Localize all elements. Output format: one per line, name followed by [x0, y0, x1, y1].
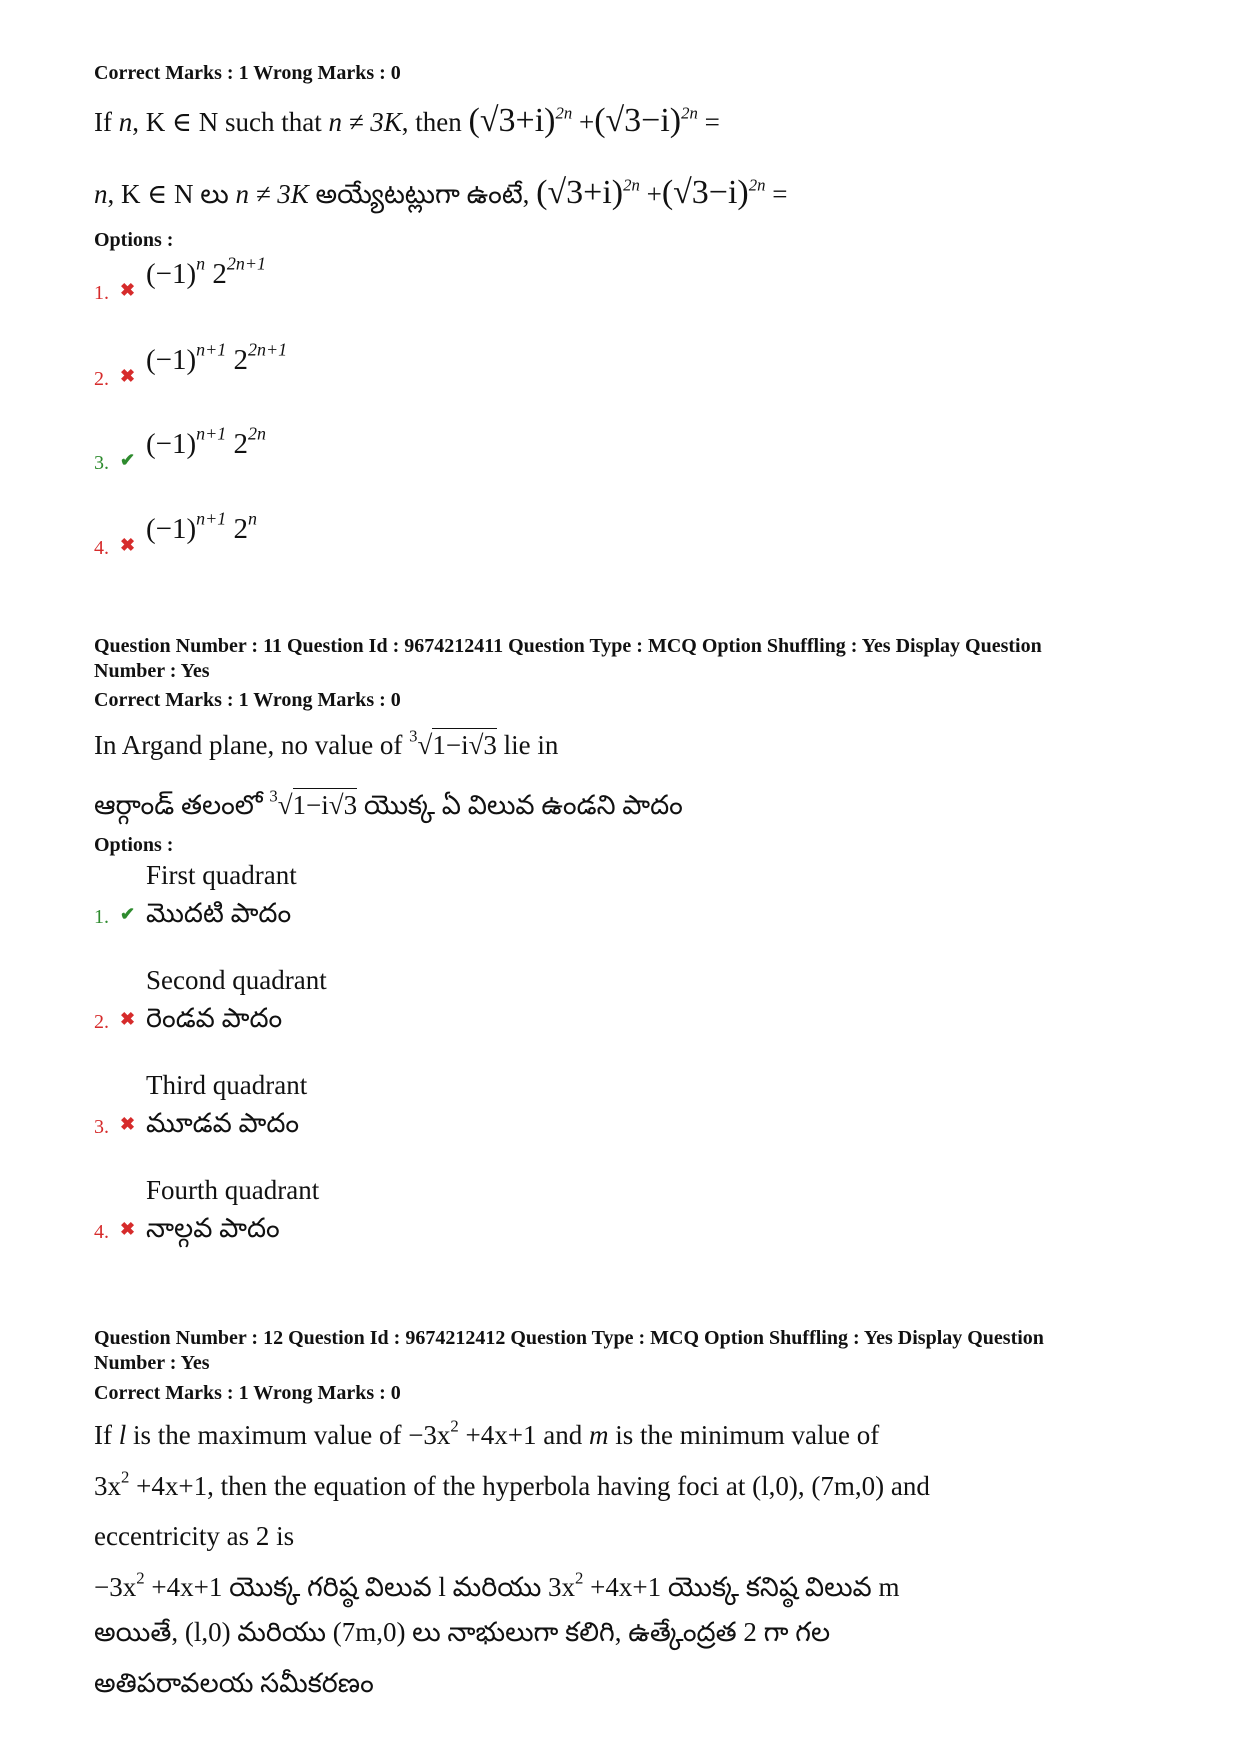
check-icon: ✔ [120, 450, 136, 470]
q11-header-cont: Number : Yes [94, 660, 210, 682]
q12-stem-te-line: అయితే, (l,0) మరియు (7m,0) లు నాభులుగా కలిగి, ఉత్కేంద్రత 2 గా గల [94, 1617, 831, 1647]
q12-stem-line: $3x^2 +4x+1$, then the equation of the hyperbola having foci at (l,0), (7m,0) and [94, 1467, 930, 1501]
option-math: $(-1)^n$ $2^{2n+1}$ [146, 253, 266, 290]
option-number: 1. [94, 906, 109, 928]
option-text-te: నాల్గవ పాదం [146, 1213, 280, 1243]
option-text-te: రెండవ పాదం [146, 1003, 283, 1033]
cross-icon: ✖ [120, 1009, 136, 1029]
q11-marks: Correct Marks : 1 Wrong Marks : 0 [94, 689, 401, 711]
option-text-en: Third quadrant [146, 1070, 308, 1100]
q10-stem-te: n, K ∈ N లు n ≠ 3K అయ్యేటట్లుగా ఉంటే, $(√3+i)^{2n} +(√3-i)^{2n}$ = [94, 174, 788, 211]
q12-marks: Correct Marks : 1 Wrong Marks : 0 [94, 1382, 401, 1404]
q12-header-cont: Number : Yes [94, 1352, 210, 1374]
option-number: 4. [94, 537, 109, 559]
cross-icon: ✖ [120, 280, 136, 300]
q10-marks: Correct Marks : 1 Wrong Marks : 0 [94, 62, 401, 84]
options-label: Options : [94, 229, 174, 251]
cross-icon: ✖ [120, 1219, 136, 1239]
option-number: 3. [94, 452, 109, 474]
option-number: 3. [94, 1116, 109, 1138]
q11-header: Question Number : 11 Question Id : 9674212411 Question Type : MCQ Option Shuffling : Yes Display Question [94, 635, 1042, 657]
option-number: 2. [94, 1011, 109, 1033]
cross-icon: ✖ [120, 366, 136, 386]
option-text-te: మూడవ పాదం [146, 1108, 300, 1138]
option-number: 4. [94, 1221, 109, 1243]
q12-stem-line: eccentricity as 2 is [94, 1521, 295, 1551]
q10-stem-en: If n, K ∈ N such that n ≠ 3K, then $(√3+i)^{2n} +(√3-i)^{2n}$ = [94, 102, 720, 139]
option-text-te: మొదటి పాదం [146, 898, 292, 928]
options-label: Options : [94, 834, 174, 856]
option-number: 1. [94, 282, 109, 304]
q12-stem-te-line: అతిపరావలయ సమీకరణం [94, 1668, 374, 1698]
check-icon: ✔ [120, 904, 136, 924]
cross-icon: ✖ [120, 1114, 136, 1134]
option-text-en: Fourth quadrant [146, 1175, 320, 1205]
q11-stem-en: In Argand plane, no value of $^3$√1−i√3 lie in [94, 726, 559, 760]
q12-stem-line: If l is the maximum value of $-3x^2 +4x+1$ and m is the minimum value of [94, 1416, 880, 1450]
option-math: $(-1)^{n+1}$ 2$^n$ [146, 508, 258, 545]
option-text-en: Second quadrant [146, 965, 327, 995]
q12-stem-te-line: $-3x^2 +4x+1$ యొక్క గరిష్ఠ విలువ l మరియు $3x^2 +4x+1$ యొక్క కనిష్ఠ విలువ m [94, 1568, 900, 1602]
option-math: $(-1)^{n+1}$ $2^{2n}$ [146, 423, 266, 460]
option-text-en: First quadrant [146, 860, 297, 890]
q11-stem-te: ఆర్గాండ్ తలంలో $^3$√1−i√3 యొక్క ఏ విలువ ఉండని పాదం [94, 786, 683, 820]
option-number: 2. [94, 368, 109, 390]
cross-icon: ✖ [120, 535, 136, 555]
option-math: $(-1)^{n+1}$ $2^{2n+1}$ [146, 339, 288, 376]
q12-header: Question Number : 12 Question Id : 9674212412 Question Type : MCQ Option Shuffling : Yes Display Question [94, 1327, 1044, 1349]
